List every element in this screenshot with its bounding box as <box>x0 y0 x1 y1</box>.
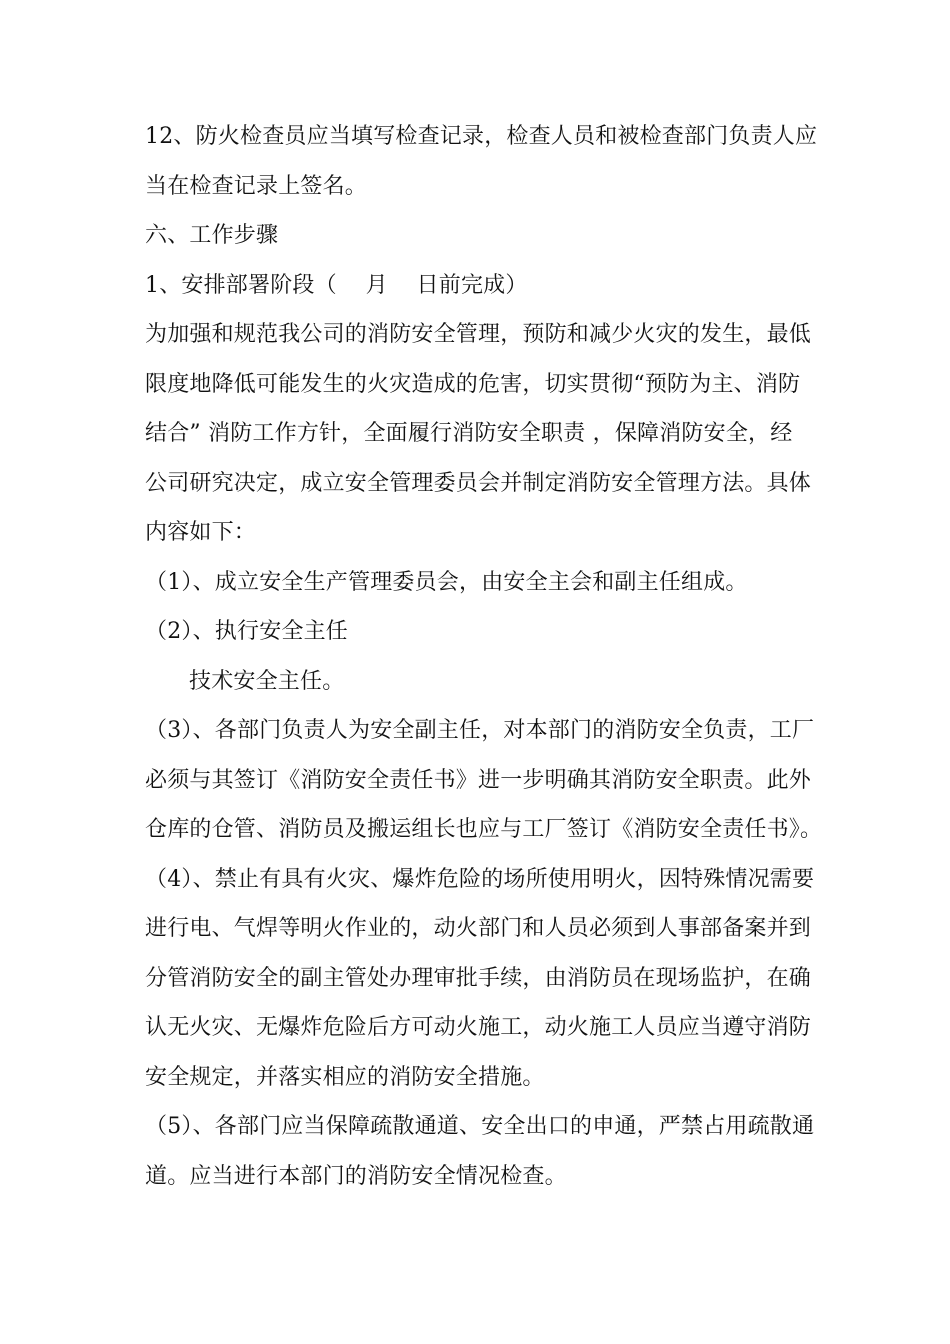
list-item: （2）、执行安全主任 <box>145 619 348 644</box>
text-line: 必须与其签订《消防安全责任书》进一步明确其消防安全职责。此外 <box>145 767 812 793</box>
list-item-continuation: 技术安全主任。 <box>189 668 345 694</box>
text-line: 分管消防安全的副主管处办理审批手续，由消防员在现场监护，在确 <box>145 965 812 991</box>
document-body <box>145 112 823 1201</box>
text-line: 限度地降低可能发生的火灾造成的危害，切实贯彻“预防为主、消防 <box>145 371 801 397</box>
text-line: 进行电、气焊等明火作业的，动火部门和人员必须到人事部备案并到 <box>145 916 812 941</box>
text-line: 安全规定，并落实相应的消防安全措施。 <box>145 1064 545 1090</box>
list-item: （5）、各部门应当保障疏散通道、安全出口的申通，严禁占用疏散通 <box>145 1114 815 1139</box>
text-line: 12、防火检查员应当填写检查记录，检查人员和被检查部门负责人应 <box>145 124 818 149</box>
text-line: 认无火灾、无爆炸危险后方可动火施工，动火施工人员应当遵守消防 <box>145 1015 812 1040</box>
text-line: 内容如下： <box>145 520 257 545</box>
text-line: 结合” 消防工作方针，全面履行消防安全职责 ，保障消防安全，经 <box>145 421 793 446</box>
text-line: 仓库的仓管、消防员及搬运组长也应与工厂签订《消防安全责任书》。 <box>145 817 823 842</box>
subsection-heading: 1、安排部署阶段（ 月 日前完成） <box>145 272 528 298</box>
text-line: 公司研究决定，成立安全管理委员会并制定消防安全管理方法。具体 <box>145 470 812 496</box>
section-heading: 六、工作步骤 <box>145 223 279 248</box>
text-line: 为加强和规范我公司的消防安全管理，预防和减少火灾的发生，最低 <box>145 322 812 347</box>
list-item: （1）、成立安全生产管理委员会，由安全主会和副主任组成。 <box>145 569 748 595</box>
list-item: （3）、各部门负责人为安全副主任，对本部门的消防安全负责，工厂 <box>145 718 815 743</box>
list-item: （4）、禁止有具有火灾、爆炸危险的场所使用明火，因特殊情况需要 <box>145 866 815 892</box>
text-line: 当在检查记录上签名。 <box>145 173 368 199</box>
text-line: 道。应当进行本部门的消防安全情况检查。 <box>145 1163 567 1189</box>
